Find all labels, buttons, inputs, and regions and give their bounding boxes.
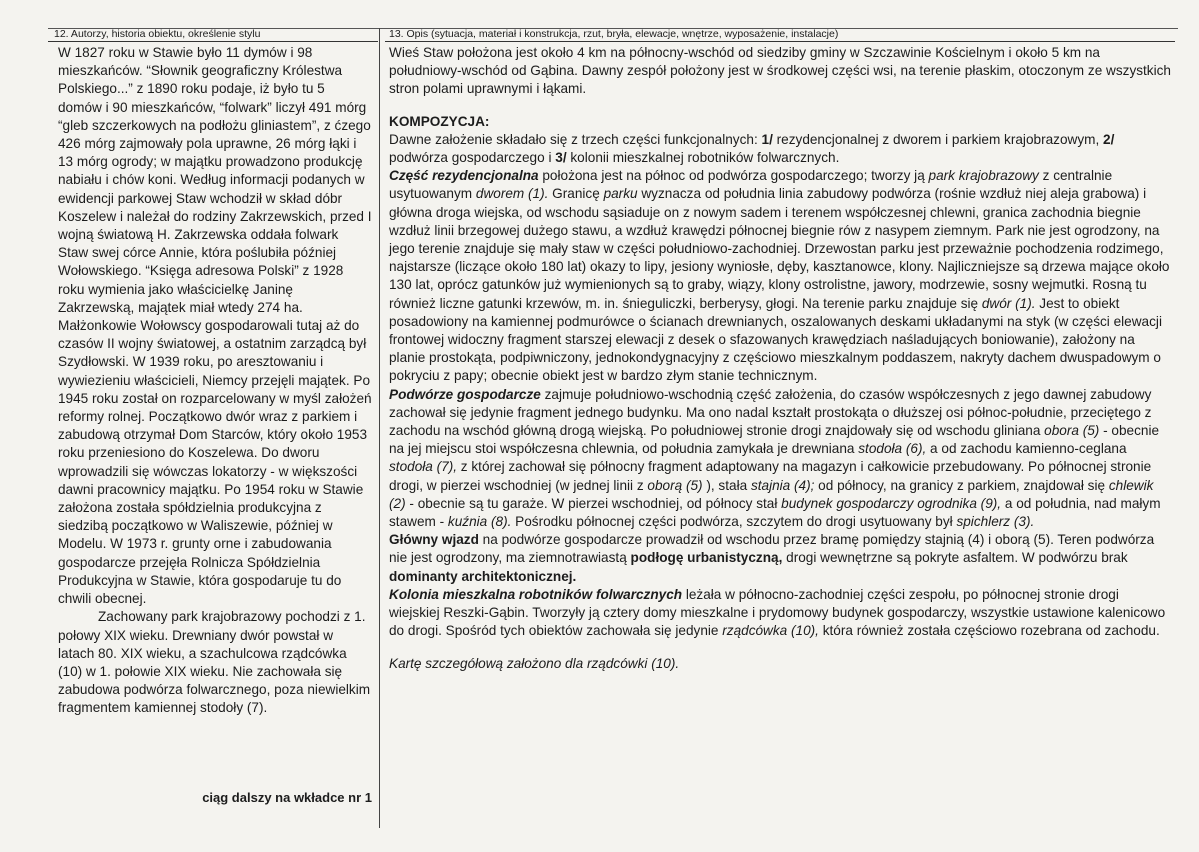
workers-colony-title: Kolonia mieszkalna robotników folwarcznych (389, 586, 683, 602)
spacer (389, 641, 1171, 655)
intro-paragraph: Wieś Staw położona jest około 4 km na północny-wschód od siedziby gminy w Szczawinie Kościelnym i około 5 km na południowy-wschód od Gąbina. Dawny zespół położony jest w środkowej części wsi, na terenie płaskim, otoczonym ze wszystkich stron polami uprawnymi i łąkami. (389, 45, 1171, 97)
residential-paragraph: Część rezydencjonalna położona jest na północ od podwórza gospodarczego; tworzy ją park krajobrazowy z centralnie usytuowanym dworem (1). Granicę parku wyznacza od południa linia zabudowy podwórza (rośnie wzdłuż niej aleja grabowa) i główna droga wiejska, od wschodu sąsiaduje on z nowym sadem i terenem współczesnej chlewni, granica zachodnia biegnie wzdłuż linii brzegowej dużego stawu, a wzdłuż krawędzi północnej biegnie rów z nasypem ziemnym. Park nie jest ogrodzony, na jego terenie znajduje się mały staw w części południowo-zachodniej. Drzewostan parku jest przeważnie pochodzenia rodzimego, najstarsze (liczące około 180 lat) okazy to lipy, jesiony wyniosłe, dęby, kasztanowce, klony. Najliczniejsze są drzewa mające około 130 lat, oprócz gatunków już wymienionych są to graby, wiązy, klony ostrolistne, jawory, modrzewie, sosny wejmutki. Rosną tu również liczne gatunki krzewów, m. in. śnieguliczki, berberysy, głogi. Na terenie parku znajduje się dwór (1). Jest to obiekt posadowiony na kamiennej podmurówce o ścianach drewnianych, oszalowanych deskami układanymi na styk (w części elewacji frontowej widoczny fragment starszej elewacji z desek o sfazowanych krawędziach naśladujących boniowanie), założony na planie prostokąta, podpiwniczony, jednokondygnacyjny z częściowo mieszkalnym poddaszem, nakryty dachem dwuspadowym o pokryciu z papy; obecnie obiekt jest w bardzo złym stanie technicznym. (389, 168, 1170, 384)
farmyard-paragraph: Podwórze gospodarcze zajmuje południowo-wschodnią część założenia, do czasów współczesnych z jego dawnej zabudowy zachował się jedynie fragment jednego budynku. Ma ono nadal kształt prostokąta o dłuższej osi północ-południe, przeciętego z zachodu na wschód główną drogą wiejską. Po południowej stronie drogi znajdowały się od wschodu gliniana obora (5) - obecnie na jej miejscu stoi współczesna chlewnia, od południa zamykała je drewniana stodoła (6), a od zachodu kamienno-ceglana stodoła (7), z której zachował się północny fragment adaptowany na magazyn i całkowicie przebudowany. Po północnej stronie drogi, w pierzei wschodniej (w jednej linii z oborą (5) ), stała stajnia (4); od północy, na granicy z parkiem, znajdował się chlewik (2) - obecnie są tu garaże. W pierzei wschodniej, od północy stał budynek gospodarczy ogrodnika (9), a od południa, nad małym stawem - kuźnia (8). Pośrodku północnej części podwórza, szczytem do drogi usytuowany był spichlerz (3). (389, 386, 1161, 530)
kompozycja-heading: KOMPOZYCJA: (389, 113, 490, 129)
history-text (48, 42, 378, 718)
column-divider (379, 28, 380, 828)
history-paragraph-2: Zachowany park krajobrazowy pochodzi z 1. połowy XIX wieku. Drewniany dwór powstał w latach 80. XIX wieku, a szachulcowa rządcówka (10) w 1. połowie XIX wieku. Nie zachowała się zabudowa podwórza folwarcznego, poza niewielkim fragmentem kamiennej stodoły (7). (58, 609, 371, 716)
section-13-header: 13. Opis (sytuacja, materiał i konstrukcja, rzut, bryła, elewacje, wnętrze, wyposażenie, instalacje) (385, 28, 1175, 42)
detailed-card-note: Kartę szczegółową założono dla rządcówki (10). (389, 655, 680, 671)
workers-colony-paragraph: Kolonia mieszkalna robotników folwarcznych leżała w północno-zachodniej części zespołu, po północnej stronie drogi wiejskiej Reszki-Gąbin. Tworzyły ją cztery domy mieszkalne i prydomowy budynek gospodarczy, wszystkie ustawione kalenicowo do drogi. Spośród tych obiektów zachowała się jedynie rządcówka (10), która również została częściowo rozebrana od zachodu. (389, 586, 1166, 639)
residential-title: Część rezydencjonalna (389, 168, 539, 184)
history-column (48, 28, 378, 828)
main-entrance-title: Główny wjazd (389, 532, 479, 548)
continuation-note: ciąg dalszy na wkładce nr 1 (202, 790, 372, 805)
main-entrance-paragraph: Główny wjazd na podwórze gospodarcze prowadził od wschodu przez bramę pomiędzy stajnią (4) i oborą (5). Teren podwórza nie jest ogrodzony, ma ziemnotrawiastą podłogę urbanistyczną, drogi wewnętrzne są pokryte asfaltem. W podwórzu brak dominanty architektonicznej. (389, 532, 1155, 584)
section-12-header: 12. Autorzy, historia obiektu, określenie stylu (48, 28, 378, 42)
farmyard-title: Podwórze gospodarcze (389, 386, 541, 402)
description-text (385, 42, 1175, 673)
spacer (389, 99, 1171, 113)
history-paragraph-1: W 1827 roku w Stawie było 11 dymów i 98 mieszkańców. “Słownik geograficzny Królestwa Polskiego...” z 1890 roku podaje, iż było tu 5 domów i 90 mieszkańców, “folwark” liczył 491 mórg “gleb szczerkowych na podłożu gliniastem”, z ćzego 426 mórg zajmowały pola uprawne, 26 mórg łąki i 13 mórg ogrody; w majątku prowadzono produkcję nabiału i chów koni. Według informacji podanych w ewidencji parkowej Staw wchodził w skład dóbr Koszelew i należał do rodziny Zakrzewskich, przed I wojną światową H. Zakrzewska oddała folwark Staw swej córce Annie, która poślubiła później Wołowskiego. “Księga adresowa Polski” z 1928 roku wymienia jako właścicielkę Janinę Zakrzewską, majątek miał wtedy 274 ha. Małżonkowie Wołowscy gospodarowali tutaj aż do czasów II wojny światowej, a ostatnim zarządcą był Szydłowski. W 1939 roku, po aresztowaniu i wywiezieniu właścicieli, Niemcy przejęli majątek. Po 1945 roku został on rozparcelowany w myśl założeń reformy rolnej. Początkowo dwór wraz z parkiem i zabudową otrzymał Dom Starców, który około 1953 roku przeniesiono do Koszelewa. Do dworu wprowadzili się wówczas lokatorzy - w większości dawni pracownicy majątku. Po 1954 roku w Stawie założona została spółdzielnia produkcyjna z siedzibą początkowo w Waliszewie, później w Modelu. W 1973 r. grunty orne i zabudowania gospodarcze przejęła Rolnicza Spółdzielnia Produkcyjna w Stawie, która gospodaruje tu do chwili obecnej. (58, 45, 372, 607)
kompozycja-paragraph: Dawne założenie składało się z trzech części funkcjonalnych: 1/ rezydencjonalnej z dworem i parkiem krajobrazowym, 2/ podwórza gospodarczego i 3/ kolonii mieszkalnej robotników folwarcznych. (389, 131, 1115, 166)
description-column (385, 28, 1175, 828)
